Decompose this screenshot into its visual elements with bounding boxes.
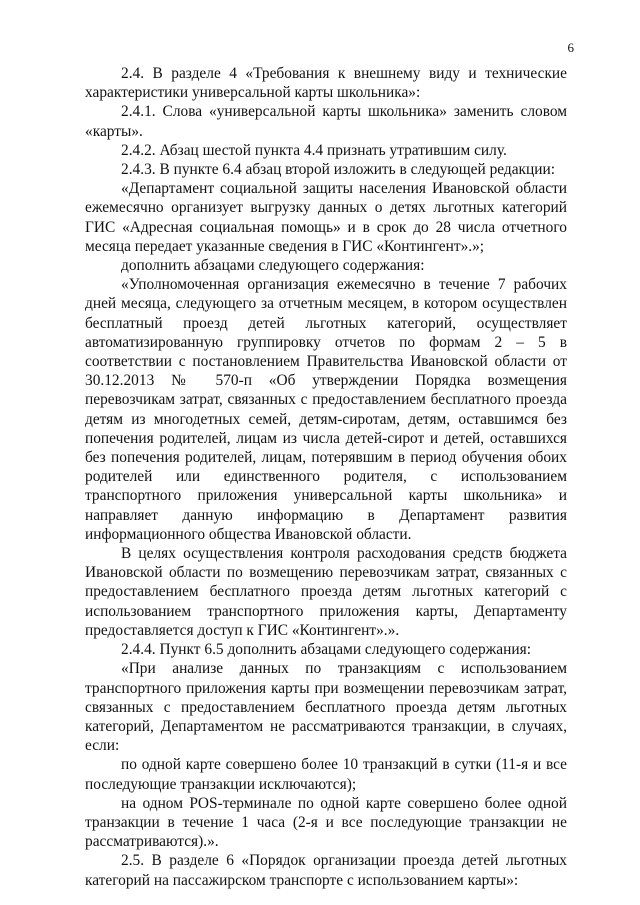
document-body bbox=[85, 64, 567, 890]
paragraph-section-2-4: 2.4. В разделе 4 «Требования к внешнему виду и технические характеристики универсальной карты школьника»: bbox=[85, 65, 567, 102]
paragraph-2-4-1: 2.4.1. Слова «универсальной карты школьника» заменить словом «карты». bbox=[85, 103, 567, 140]
paragraph-department-quote: «Департамент социальной защиты населения Ивановской области ежемесячно организует выгрузку данных о детях льготных категорий ГИС «Адресная социальная помощь» и в срок до 28 числа отчетного месяца передает указанные сведения в ГИС «Контингент».»; bbox=[85, 180, 567, 255]
paragraph-budget-control: В целях осуществления контроля расходования средств бюджета Ивановской области по возмещению перевозчикам затрат, связанных с предоставлением бесплатного проезда детям льготных категорий с использованием транспортного приложения карты, Департаменту предоставляется доступ к ГИС «Контингент».». bbox=[85, 545, 567, 639]
paragraph-daily-limit: по одной карте совершено более 10 транзакций в сутки (11-я и все последующие транзакции исключаются); bbox=[85, 756, 567, 793]
page-number: 6 bbox=[567, 40, 574, 55]
paragraph-2-4-4: 2.4.4. Пункт 6.5 дополнить абзацами следующего содержания: bbox=[121, 641, 531, 659]
paragraph-2-4-3: 2.4.3. В пункте 6.4 абзац второй изложить в следующей редакции: bbox=[121, 161, 556, 179]
paragraph-supplement-intro: дополнить абзацами следующего содержания: bbox=[121, 257, 425, 275]
paragraph-authorized-organization: «Уполномоченная организация ежемесячно в течение 7 рабочих дней месяца, следующего за отчетным месяцем, в котором осуществлен бесплатный проезд детей льготных категорий, осуществляет автоматизированную группировку отчетов по формам 2 – 5 в соответствии с постановлением Правительства Ивановской области от 30.12.2013 № 570-п «Об утверждении Порядка возмещения перевозчикам затрат, связанных с предоставлением бесплатного проезда детям из многодетных семей, детям-сиротам, детям, оставшимся без попечения родителей, лицам из числа детей-сирот и детей, оставшихся без попечения родителей, лицам, потерявшим в период обучения обоих родителей или единственного родителя, с использованием транспортного приложения универсальной карты школьника» и направляет данную информацию в Департамент развития информационного общества Ивановской области. bbox=[85, 276, 567, 543]
paragraph-transaction-analysis: «При анализе данных по транзакциям с использованием транспортного приложения карты при возмещении перевозчикам затрат, связанных с предоставлением бесплатного проезда детям льготных категорий, Департаментом не рассматриваются транзакции, в случаях, если: bbox=[85, 660, 567, 755]
paragraph-pos-terminal: на одном POS-терминале по одной карте совершено более одной транзакции в течение 1 часа (2-я и все последующие транзакции не рассматриваются).». bbox=[85, 794, 567, 851]
paragraph-2-4-2: 2.4.2. Абзац шестой пункта 4.4 признать утратившим силу. bbox=[121, 141, 507, 159]
paragraph-section-2-5: 2.5. В разделе 6 «Порядок организации проезда детей льготных категорий на пассажирском транспорте с использованием карты»: bbox=[85, 852, 567, 889]
